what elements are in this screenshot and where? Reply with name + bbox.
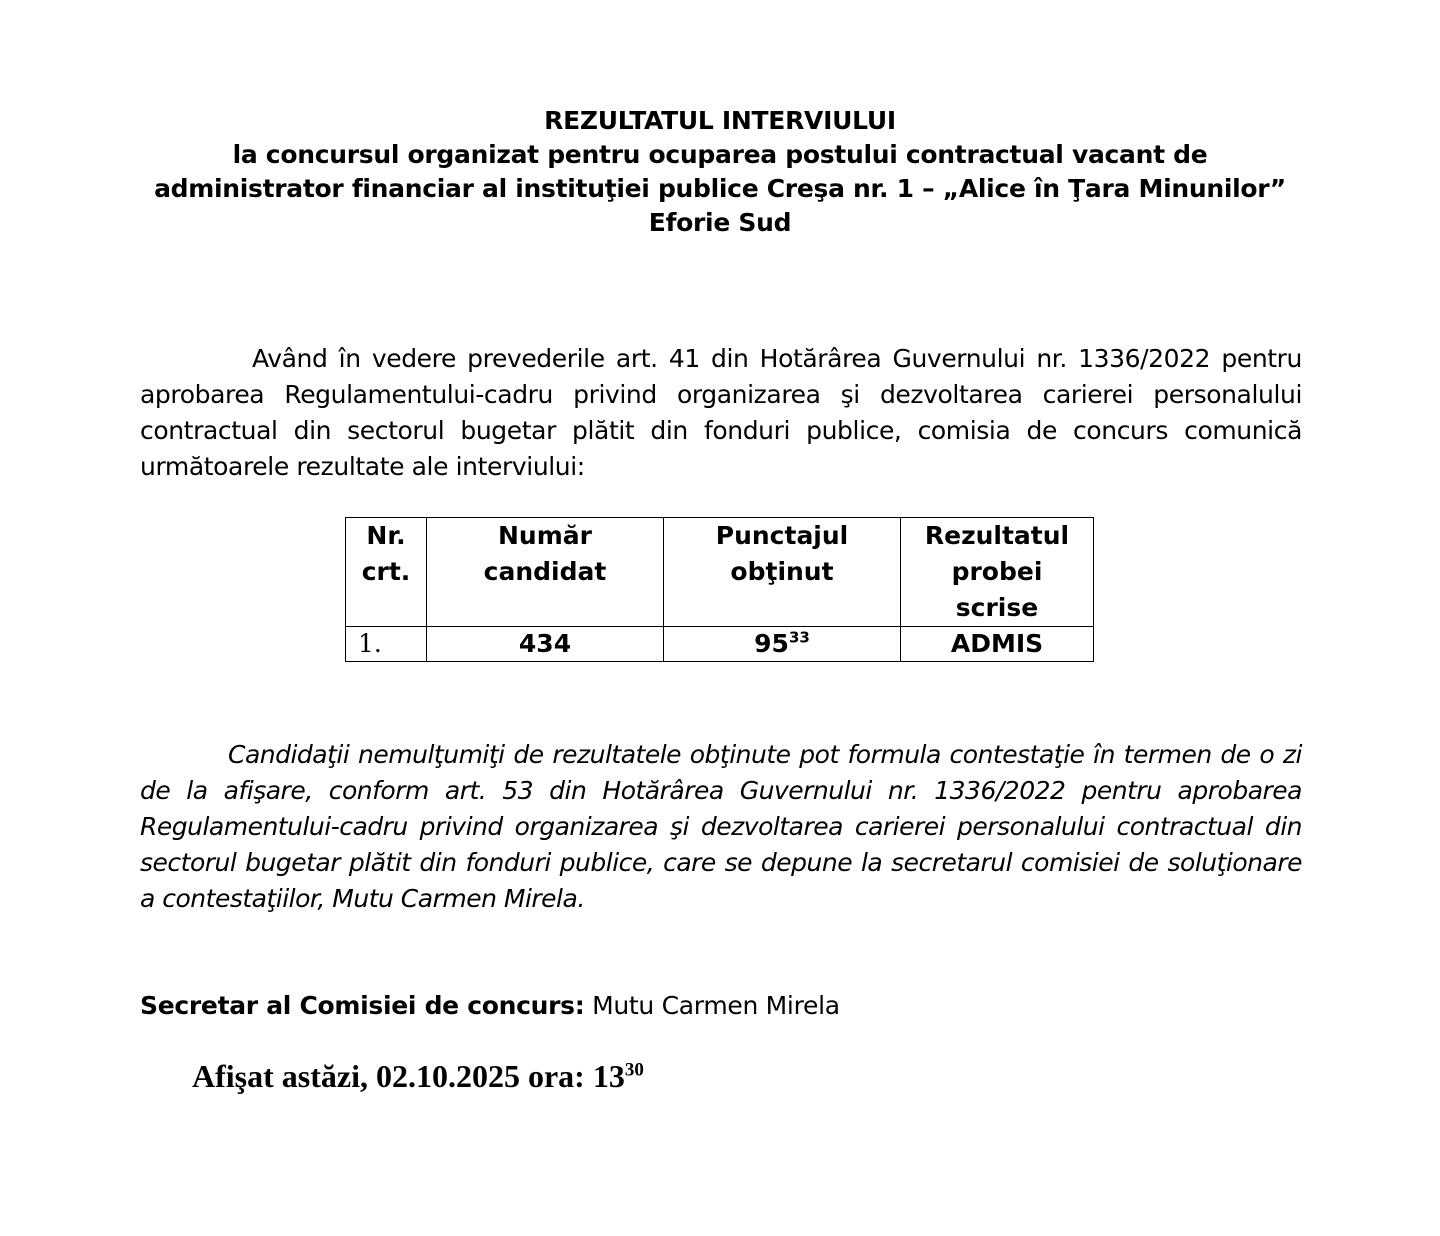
- header-text: crt.: [361, 557, 411, 586]
- contest-text: Candidaţii nemulţumiţi de rezultatele obţinute pot formula contestaţie în termen de o zi de la afişare, conform art. 53 din Hotărârea Guvernului nr. 1336/2022 pentru aprobarea Regulamentului-cadru privind organizarea şi dezvoltarea carierei personalului contractual din sectorul bugetar plătit din fonduri publice, care se depune la secretarul comisiei de soluţionare a contestaţiilor, Mutu Carmen Mirela.: [140, 740, 1302, 913]
- table-row: [346, 627, 1094, 662]
- header-text: scrise: [955, 593, 1039, 622]
- cell-rezultat: ADMIS: [901, 627, 1094, 662]
- results-table: [345, 517, 1094, 662]
- header-text: probei: [951, 557, 1043, 586]
- posted-date: [192, 1058, 644, 1095]
- cell-punctaj: [664, 627, 901, 662]
- document-title: REZULTATUL INTERVIULUI: [544, 106, 896, 135]
- header-rezultat: [901, 518, 1094, 627]
- secretary-label: Secretar al Comisiei de concurs:: [140, 991, 585, 1020]
- secretary-name: Mutu Carmen Mirela: [584, 991, 840, 1020]
- header-nr-crt: [346, 518, 427, 627]
- document-header: [120, 104, 1320, 240]
- cell-nr: 1.: [346, 627, 427, 662]
- table-header-row: [346, 518, 1094, 627]
- punctaj-decimal: 33: [788, 628, 810, 647]
- header-text: Punctajul: [715, 521, 849, 550]
- punctaj-integer: 95: [754, 629, 789, 658]
- header-punctaj: [664, 518, 901, 627]
- header-text: Rezultatul: [924, 521, 1070, 550]
- header-text: Nr.: [366, 521, 406, 550]
- header-text: obţinut: [730, 557, 834, 586]
- secretary-line: [140, 991, 840, 1020]
- header-numar-candidat: [427, 518, 664, 627]
- cell-candidat: 434: [427, 627, 664, 662]
- intro-text: Având în vedere prevederile art. 41 din Hotărârea Guvernului nr. 1336/2022 pentru aprobarea Regulamentului-cadru privind organizarea şi dezvoltarea carierei personalului contractual din sectorul bugetar plătit din fonduri publice, comisia de concurs comunică următoarele rezultate ale interviului:: [140, 344, 1302, 481]
- posted-minutes: 30: [624, 1059, 644, 1081]
- intro-paragraph: [140, 341, 1302, 485]
- posted-text: Afişat astăzi, 02.10.2025 ora: 13: [192, 1058, 625, 1094]
- contest-paragraph: [140, 737, 1302, 917]
- header-text: candidat: [483, 557, 607, 586]
- header-text: Număr: [498, 521, 592, 550]
- subtitle-line-3: Eforie Sud: [648, 208, 792, 237]
- subtitle-line-2: administrator financiar al instituţiei publice Creşa nr. 1 – „Alice în Ţara Minunilor”: [154, 174, 1286, 203]
- subtitle-line-1: la concursul organizat pentru ocuparea postului contractual vacant de: [232, 140, 1208, 169]
